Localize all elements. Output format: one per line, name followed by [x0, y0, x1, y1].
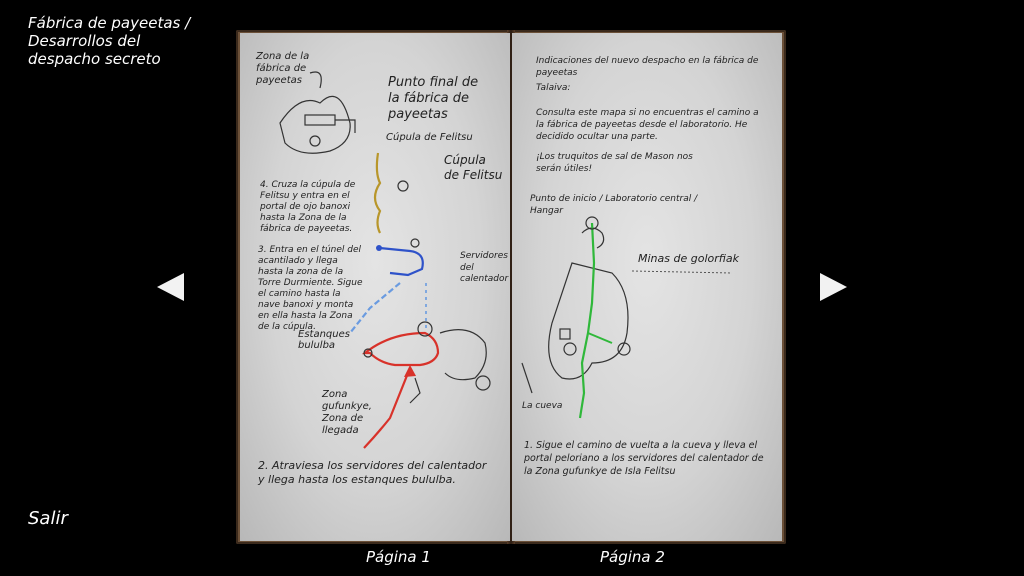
- page-title: Fábrica de payeetas / Desarrollos del despacho secreto: [28, 14, 191, 68]
- page2-addressee: Talaiva:: [536, 83, 571, 93]
- label-cueva: La cueva: [522, 401, 563, 411]
- page2-body-1: Consulta este mapa si no encuentras el camino a la fábrica de payeetas desde el laboratorio. He decidido ocultar una parte.: [536, 108, 759, 142]
- page-2-label: Página 2: [600, 548, 665, 566]
- arrow-left-icon[interactable]: [154, 270, 188, 304]
- label-punto-inicio: Punto de inicio / Laboratorio central / Hangar: [530, 194, 698, 216]
- page-2: [512, 33, 782, 541]
- page2-body-2: ¡Los truquitos de sal de Mason nos serán útiles!: [536, 152, 693, 174]
- page2-heading: Indicaciones del nuevo despacho en la fábrica de payeetas: [536, 56, 759, 78]
- label-minas: Minas de golorfiak: [638, 252, 739, 265]
- arrow-right-icon[interactable]: [816, 270, 850, 304]
- label-zona-gufunkye: Zona gufunkye, Zona de llegada: [322, 389, 372, 436]
- label-cupula-large: Cúpula de Felitsu: [444, 153, 503, 182]
- route-yellow: [375, 153, 380, 233]
- label-zona-fabrica: Zona de la fábrica de payeetas: [256, 51, 310, 86]
- step-2-text: 2. Atraviesa los servidores del calentador y llega hasta los estanques bululba.: [258, 459, 487, 486]
- step-1-text: 1. Sigue el camino de vuelta a la cueva y lleva el portal peloriano a los servidores del calentador de la Zona gufunkye de Isla Felitsu: [524, 440, 764, 477]
- exit-button[interactable]: Salir: [28, 508, 68, 529]
- label-punto-final: Punto final de la fábrica de payeetas: [388, 75, 479, 122]
- label-cupula-small: Cúpula de Felitsu: [386, 132, 473, 143]
- journal-book: [236, 30, 786, 544]
- step-3-text: 3. Entra en el túnel del acantilado y llega hasta la zona de la Torre Durmiente. Sigue el camino hasta la nave banoxi y monta en ella hasta la Zona de la cúpula.: [258, 245, 363, 332]
- route-blue: [380, 248, 423, 275]
- step-4-text: 4. Cruza la cúpula de Felitsu y entra en el portal de ojo banoxi hasta la Zona de la fábrica de payeetas.: [260, 180, 356, 234]
- label-estanques: Estanques bululba: [298, 329, 350, 351]
- label-servidores: Servidores del calentador: [460, 251, 509, 284]
- page-1: [240, 33, 510, 541]
- route-green: [580, 223, 594, 418]
- mines-sketch: [522, 228, 630, 393]
- page-1-label: Página 1: [366, 548, 431, 566]
